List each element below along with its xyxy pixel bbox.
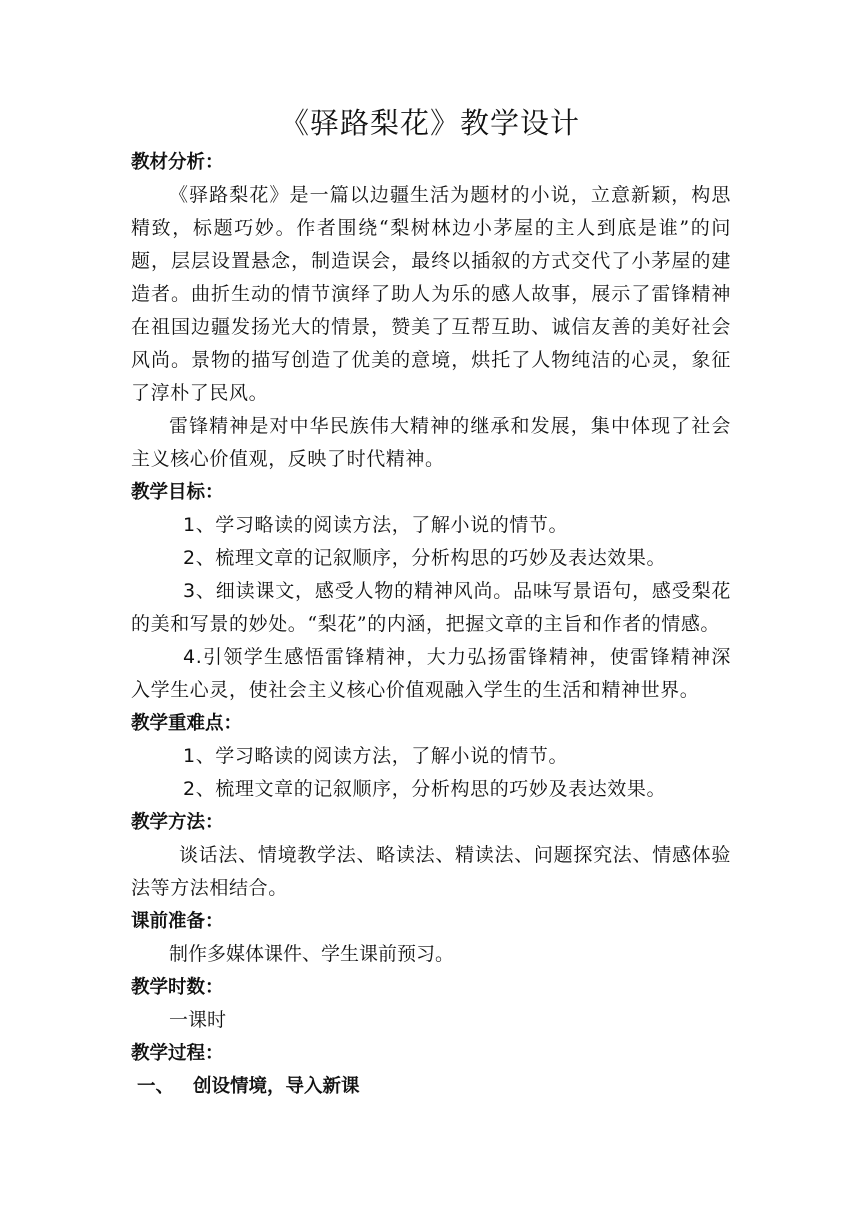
goal-text: 细读课文，感受人物的精神风尚。品味写景语句，感受梨花的美和写景的妙处。“梨花”的内涵，把握文章的主旨和作者的情感。 xyxy=(131,580,731,635)
goal-text: 引领学生感悟雷锋精神，大力弘扬雷锋精神，使雷锋精神深入学生心灵，使社会主义核心价值观融入学生的生活和精神世界。 xyxy=(131,646,731,701)
key-point-text: 梳理文章的记叙顺序，分析构思的巧妙及表达效果。 xyxy=(215,778,667,800)
goal-item-2 xyxy=(131,542,731,575)
process-step-1 xyxy=(131,1070,731,1103)
analysis-heading: 教材分析： xyxy=(131,152,224,173)
goal-number: 4. xyxy=(183,646,203,668)
goal-text: 学习略读的阅读方法，了解小说的情节。 xyxy=(215,514,569,536)
key-point-text: 学习略读的阅读方法，了解小说的情节。 xyxy=(215,745,569,767)
hours-text: 一课时 xyxy=(169,1009,227,1031)
step-number: 一、 xyxy=(137,1076,175,1097)
key-point-item-2 xyxy=(131,773,731,806)
document-title: 《驿路梨花》教学设计 xyxy=(279,106,580,140)
key-point-number: 2、 xyxy=(183,778,216,800)
goal-item-1 xyxy=(131,509,731,542)
analysis-paragraph-1: 《驿路梨花》是一篇以边疆生活为题材的小说，立意新颖，构思精致，标题巧妙。作者围绕“梨树林边小茅屋的主人到底是谁”的问题，层层设置悬念，制造误会，最终以插叙的方式交代了小茅屋的建造者。曲折生动的情节演绎了助人为乐的感人故事，展示了雷锋精神在祖国边疆发扬光大的情景，赞美了互帮互助、诚信友善的美好社会风尚。景物的描写创造了优美的意境，烘托了人物纯洁的心灵，象征了淳朴了民风。 xyxy=(131,184,731,404)
goal-number: 3、 xyxy=(183,580,216,602)
goals-heading: 教学目标： xyxy=(131,482,224,503)
hours-heading: 教学时数： xyxy=(131,977,224,998)
goal-number: 1、 xyxy=(183,514,216,536)
step-text: 创设情境，导入新课 xyxy=(193,1076,360,1097)
key-points-heading: 教学重难点： xyxy=(131,713,243,734)
document-body xyxy=(131,146,731,1103)
process-heading: 教学过程： xyxy=(131,1043,224,1064)
analysis-paragraph-2: 雷锋精神是对中华民族伟大精神的继承和发展，集中体现了社会主义核心价值观，反映了时代精神。 xyxy=(131,415,731,470)
key-point-number: 1、 xyxy=(183,745,216,767)
goal-item-4 xyxy=(131,641,731,707)
preparation-heading: 课前准备： xyxy=(131,911,224,932)
methods-text: 谈话法、情境教学法、略读法、精读法、问题探究法、情感体验法等方法相结合。 xyxy=(131,844,731,899)
methods-heading: 教学方法： xyxy=(131,812,224,833)
goal-text: 梳理文章的记叙顺序，分析构思的巧妙及表达效果。 xyxy=(215,547,667,569)
preparation-text: 制作多媒体课件、学生课前预习。 xyxy=(169,943,455,965)
goal-number: 2、 xyxy=(183,547,216,569)
key-point-item-1 xyxy=(131,740,731,773)
goal-item-3 xyxy=(131,575,731,641)
